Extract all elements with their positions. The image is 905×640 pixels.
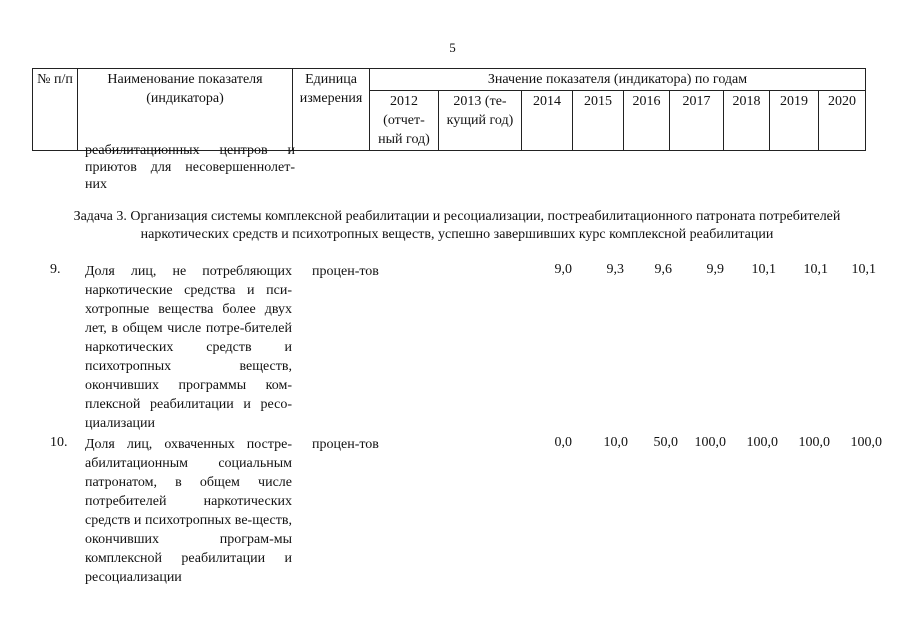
row-10-value-2016: 50,0 bbox=[653, 435, 678, 450]
row-9-value-2018: 10,1 bbox=[751, 262, 776, 277]
row-9-value-2017: 9,9 bbox=[706, 262, 724, 277]
header-year-2016: 2016 bbox=[624, 91, 670, 151]
row-10-unit: процен-тов bbox=[312, 437, 379, 452]
header-year-2015: 2015 bbox=[573, 91, 624, 151]
row-10-value-2017: 100,0 bbox=[694, 435, 726, 450]
row-9-value-2019: 10,1 bbox=[803, 262, 828, 277]
row-9-value-2015: 9,3 bbox=[606, 262, 624, 277]
header-name: Наименование показателя (индикатора) bbox=[78, 69, 293, 151]
row-9-unit: процен-тов bbox=[312, 264, 379, 279]
row-9-value-2014: 9,0 bbox=[554, 262, 572, 277]
header-unit: Единица измерения bbox=[293, 69, 370, 151]
header-year-2013: 2013 (те-кущий год) bbox=[439, 91, 522, 151]
page-number: 5 bbox=[449, 40, 456, 55]
row-9-name: Доля лиц, не потребляющих наркотические средства и пси-хотропные вещества более двух лет, в общем числе потре-бителей наркотических средств и психотропных веществ, окончивших программы ком-плексной реабилитации и ресо-циализации bbox=[85, 264, 292, 431]
header-year-2018: 2018 bbox=[724, 91, 770, 151]
row-10-value-2015: 10,0 bbox=[603, 435, 628, 450]
row-10-value-2019: 100,0 bbox=[798, 435, 830, 450]
header-year-2017: 2017 bbox=[670, 91, 724, 151]
row-10-number: 10. bbox=[50, 435, 68, 450]
row-10-value-2020: 100,0 bbox=[850, 435, 882, 450]
row-10-name: Доля лиц, охваченных постре-абилитационным социальным патронатом, в общем числе потребителей наркотических средств и психотропных ве-ществ, окончивших програм-мы комплексной реабилитации и ресоциализации bbox=[85, 437, 292, 585]
header-year-2012: 2012 (отчет-ный год) bbox=[370, 91, 439, 151]
row-9-number: 9. bbox=[50, 262, 61, 277]
task-3-heading: Задача 3. Организация системы комплексной реабилитации и ресоциализации, постреабилитационного патроната потребителей наркотических средств и психотропных веществ, успешно завершивших курс комплексной реабилитации bbox=[73, 209, 841, 242]
header-year-2020: 2020 bbox=[819, 91, 866, 151]
header-year-2014: 2014 bbox=[522, 91, 573, 151]
row-9-value-2016: 9,6 bbox=[654, 262, 672, 277]
indicator-table-header bbox=[32, 68, 866, 151]
row-10-value-2018: 100,0 bbox=[746, 435, 778, 450]
header-year-2019: 2019 bbox=[770, 91, 819, 151]
row-9-value-2020: 10,1 bbox=[851, 262, 876, 277]
continued-indicator-text: реабилитационных центров и приютов для несовершеннолет-них bbox=[85, 143, 295, 192]
header-values-title: Значение показателя (индикатора) по годам bbox=[370, 69, 866, 91]
header-num: № п/п bbox=[33, 69, 78, 151]
row-10-value-2014: 0,0 bbox=[554, 435, 572, 450]
